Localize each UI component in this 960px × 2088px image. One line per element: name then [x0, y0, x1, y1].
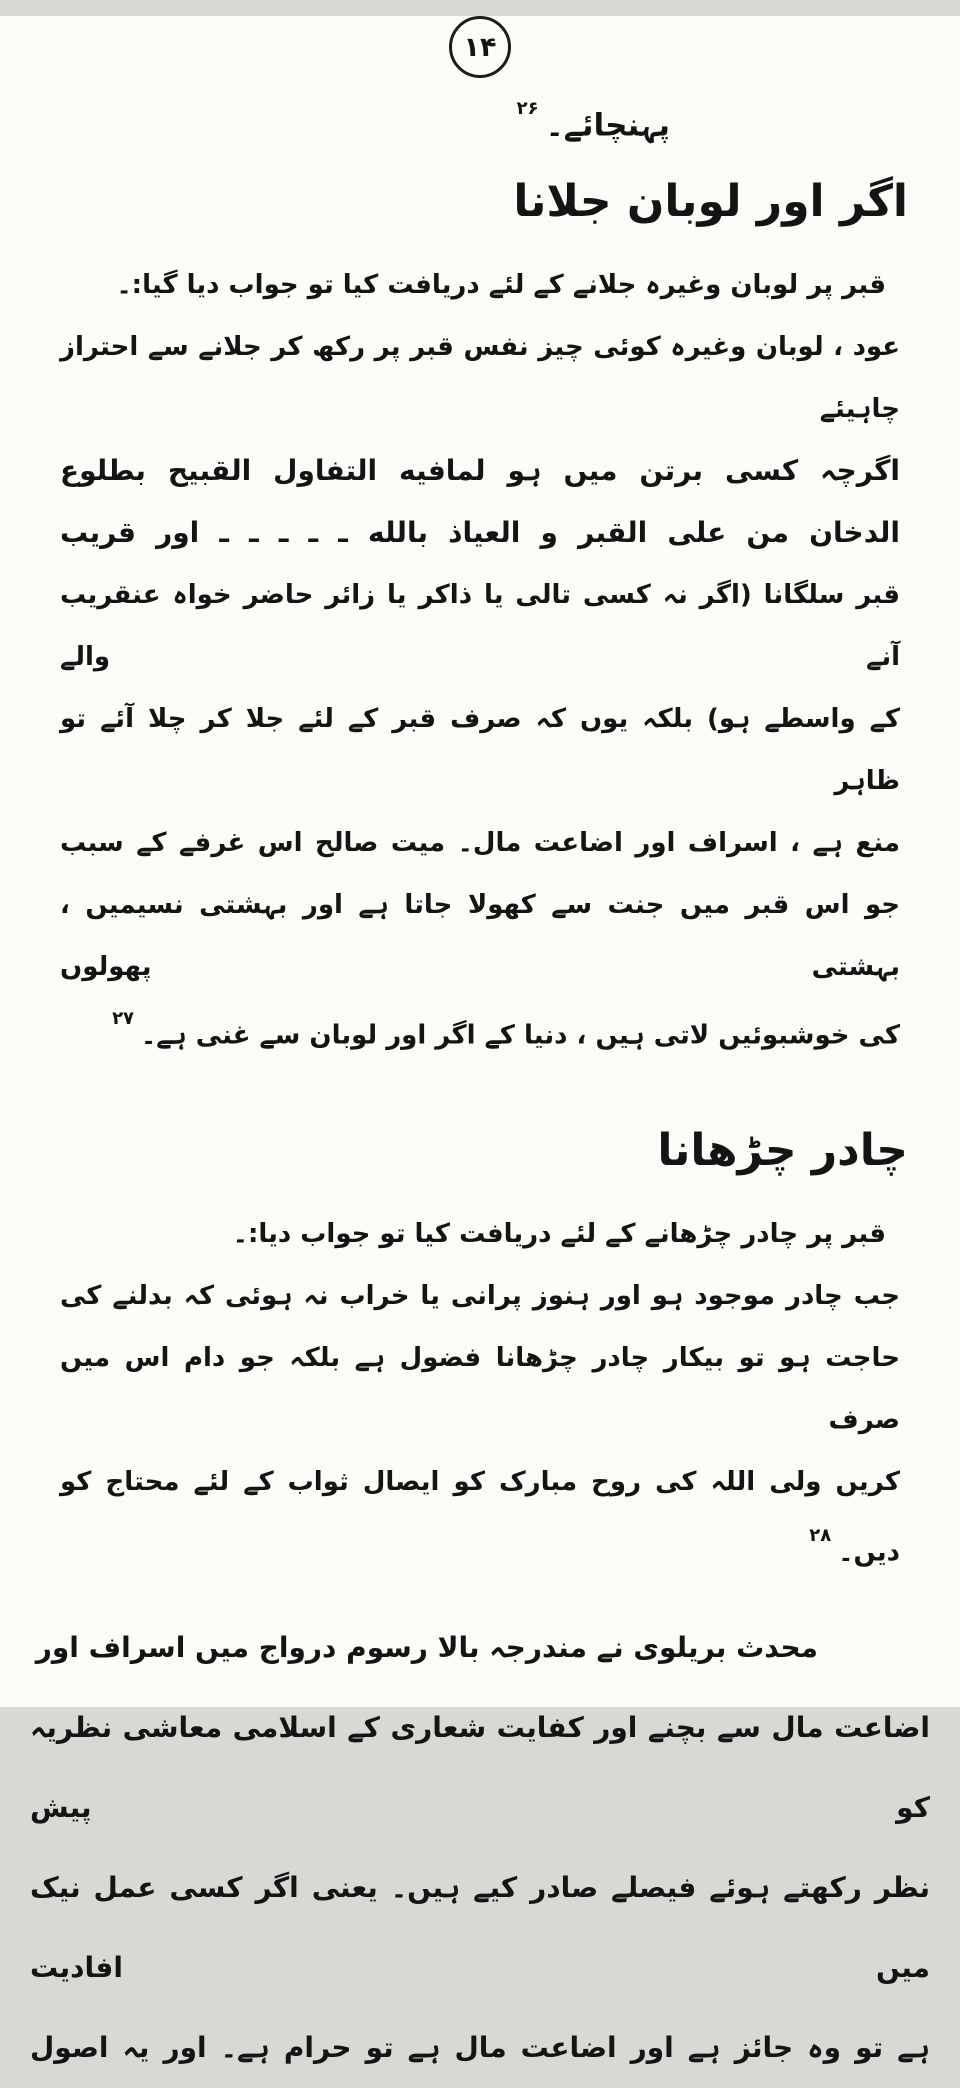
- section2-body: [60, 1203, 900, 1584]
- footnote-ref-28: ۲۸: [809, 1524, 832, 1546]
- section-heading-agar-loban: اگر اور لوبان جلانا: [513, 176, 908, 228]
- text-line-end: کی خوشبوئیں لاتی ہیں ، دنیا کے اگر اور لوبان سے غنی ہے۔: [141, 1020, 900, 1051]
- text-line-arabic: الدخان من علی القبر و العیاذ بالله ـ ـ ـ ـ ـ اور قریب: [60, 516, 900, 550]
- text-line: محدث بریلوی نے مندرجہ بالا رسوم درواج میں اسراف اور: [35, 1630, 818, 1664]
- carryover-text: پہنچائے۔: [545, 107, 670, 144]
- carryover-line: [0, 88, 960, 156]
- text-line: [60, 1515, 900, 1584]
- text-line: ہے تو وہ جائز ہے اور اضاعت مال ہے تو حرام ہے۔ اور یہ اصول: [30, 2030, 930, 2064]
- text-line: عود ، لوبان وغیرہ کوئی چیز نفس قبر پر رکھ کر جلانے سے احتراز چاہیئے: [60, 332, 900, 425]
- text-line-end: دیں۔: [838, 1537, 900, 1568]
- text-line: حاجت ہو تو بیکار چادر چڑھانا فضول ہے بلکہ جو دام اس میں صرف: [60, 1342, 900, 1435]
- text-line-arabic: اگرچہ کسی برتن میں ہو لمافیه التفاول القبیح بطلوع: [60, 454, 900, 488]
- text-line: منع ہے ، اسراف اور اضاعت مال۔ میت صالح اس غرفے کے سبب: [60, 828, 900, 859]
- section-heading-chadar: چادر چڑھانا: [657, 1124, 908, 1176]
- closing-paragraph: [30, 1608, 930, 2088]
- text-line: اضاعت مال سے بچنے اور کفایت شعاری کے اسلامی معاشی نظریہ کو پیش: [30, 1710, 930, 1824]
- text-line: کریں ولی اللہ کی روح مبارک کو ایصال ثواب کے لئے محتاج کو: [60, 1466, 900, 1497]
- page-number-badge: [449, 16, 511, 78]
- text-line: جب چادر موجود ہو اور ہنوز پرانی یا خراب نہ ہوئی کہ بدلنے کی: [60, 1280, 900, 1311]
- text-line: نظر رکھتے ہوئے فیصلے صادر کیے ہیں۔ یعنی اگر کسی عمل نیک میں افادیت: [30, 1870, 930, 1984]
- question-line: قبر پر چادر چڑھانے کے لئے دریافت کیا تو جواب دیا:۔: [232, 1218, 886, 1249]
- section1-body: [60, 254, 900, 1067]
- page-number: ۱۴: [463, 31, 497, 63]
- text-line: کے واسطے ہو) بلکہ یوں کہ صرف قبر کے لئے جلا کر چلا آئے تو ظاہر: [60, 704, 900, 797]
- question-line: قبر پر لوبان وغیرہ جلانے کے لئے دریافت کیا تو جواب دیا گیا:۔: [116, 270, 886, 301]
- text-line: قبر سلگانا (اگر نہ کسی تالی یا ذاکر یا زائر حاضر خواہ عنقریب آنے والے: [60, 580, 900, 673]
- footnote-ref-26: ۲۶: [516, 98, 539, 119]
- scanned-page: [0, 16, 960, 2064]
- text-line: جو اس قبر میں جنت سے کھولا جاتا ہے اور بہشتی نسیمیں ، بہشتی پھولوں: [60, 890, 900, 983]
- text-line: [60, 998, 900, 1067]
- footnote-ref-27: ۲۷: [112, 1008, 135, 1030]
